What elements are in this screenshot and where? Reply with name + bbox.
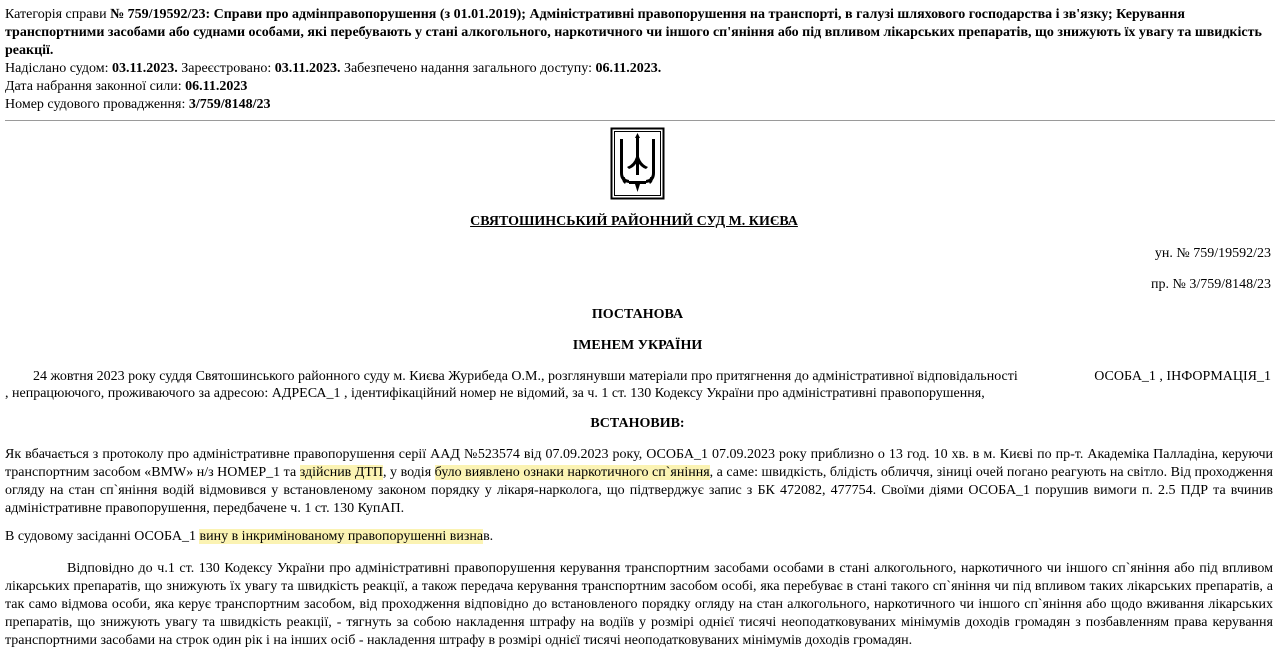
paragraph-text: Як вбачається з протоколу про адміністративне правопорушення серії ААД №523574 від 07.09.2023 року, ОСОБА_1 07.09.2023 року приблизно о 13 год. 10 хв. в м. Києві по пр-т. Академіка Палладіна, керуючи транспортним засобом «BMW» н/з НОМЕР_1 та: [5, 447, 1273, 480]
paragraph-plea: [5, 528, 1273, 546]
document-title: ПОСТАНОВА: [591, 307, 684, 322]
proceeding-number: пр. № 3/759/8148/23: [1150, 277, 1271, 292]
court-name: СВЯТОШИНСЬКИЙ РАЙОННИЙ СУД М. КИЄВА: [470, 214, 798, 229]
intro-text-continued: , непрацюючого, проживаючого за адресою: АДРЕСА_1 , ідентифікаційний номер не відомий, за ч. 1 ст. 130 Кодексу України про адміністративні правопорушення,: [5, 386, 985, 401]
highlight: здійснив ДТП: [299, 465, 384, 480]
access-value: 06.11.2023.: [595, 61, 662, 76]
paragraph-law: Відповідно до ч.1 ст. 130 Кодексу України про адміністративні правопорушення керування транспортним засобами особами в стані алкогольного, наркотичного чи іншого сп`яніння або під впливом лікарських препаратів, що знижують їх увагу та швидкість реакції, а також передача керування транспортним засобом особі, яка перебуває в стані такого сп`яніння чи під впливом таких лікарських препаратів, а так само відмова особи, яка керує транспортним засобом, від проходження відповідно до встановленого порядку огляду на стан алкогольного, наркотичного чи іншого сп`яніння або щодо вживання лікарських препаратів, що знижують увагу та швидкість реакції, - тягнуть за собою накладення штрафу на водіїв у розмірі однієї тисячі неоподатковуваних мінімумів доходів громадян з позбавленням права керування транспортними засобами на строк один рік і на інших осіб - накладення штрафу в розмірі однієї тисячі неоподатковуваних мінімумів доходів громадян.: [5, 561, 1273, 648]
divider: [5, 120, 1275, 121]
paragraph-facts: [5, 446, 1273, 518]
registered-value: 03.11.2023.: [274, 61, 341, 76]
proceeding-line: [5, 96, 1275, 114]
category-label: Категорія справи: [5, 7, 107, 22]
sent-label: Надіслано судом:: [5, 61, 109, 76]
effect-value: 06.11.2023: [185, 79, 248, 94]
sent-value: 03.11.2023.: [112, 61, 178, 76]
paragraph-text: в.: [483, 529, 494, 544]
dates-line: [5, 60, 1275, 78]
case-number: ун. № 759/19592/23: [1154, 246, 1271, 261]
proceeding-value: 3/759/8148/23: [188, 97, 271, 112]
paragraph-text: , у водія: [383, 465, 435, 480]
highlight: було виявлено ознаки наркотичного сп`яніння: [434, 465, 710, 480]
document-subtitle: ІМЕНЕМ УКРАЇНИ: [572, 338, 703, 353]
highlight: вину в інкримінованому правопорушенні визна: [199, 529, 484, 544]
registered-label: Зареєстровано:: [181, 61, 272, 76]
access-label: Забезпечено надання загального доступу:: [343, 61, 593, 76]
effect-line: [5, 78, 1275, 96]
section-heading: ВСТАНОВИВ:: [590, 416, 685, 431]
effect-label: Дата набрання законної сили:: [5, 79, 182, 94]
category-value: № 759/19592/23: Справи про адмінправопорушення (з 01.01.2019); Адміністративні правопорушення на транспорті, в галузі шляхового господарства і зв'язку; Керування транспортними засобами або суднами особами, які перебувають у стані алкогольного, наркотичного чи іншого сп'яніння або під впливом лікарських препаратів, що знижують їх увагу та швидкість реакції.: [5, 7, 1262, 58]
proceeding-label: Номер судового провадження:: [5, 97, 186, 112]
intro-text: 24 жовтня 2023 року суддя Святошинського районного суду м. Києва Журибеда О.М., розглянувши матеріали про притягнення до адміністративної відповідальності: [33, 369, 1018, 384]
intro-person: ОСОБА_1 , ІНФОРМАЦІЯ_1: [1094, 369, 1271, 384]
category-line: [5, 6, 1275, 60]
paragraph-text: В судовому засіданні ОСОБА_1: [5, 529, 200, 544]
paragraph-text: , а саме: швидкість, блідість обличчя, зіниці очей погано реагують на світло. Від проходження огляду на стан сп`яніння водій відмовився у встановленому законом порядку у лікаря-нарколога, що підтверджує запис з БК 472082, 477754. Своїми діями ОСОБА_1 порушив вимоги п. 2.5 ПДР та вчинив адміністративне правопорушення, передбачене ч. 1 ст. 130 КупАП.: [5, 465, 1273, 516]
case-metadata: [5, 6, 1275, 114]
trident-emblem-icon: [610, 127, 665, 200]
